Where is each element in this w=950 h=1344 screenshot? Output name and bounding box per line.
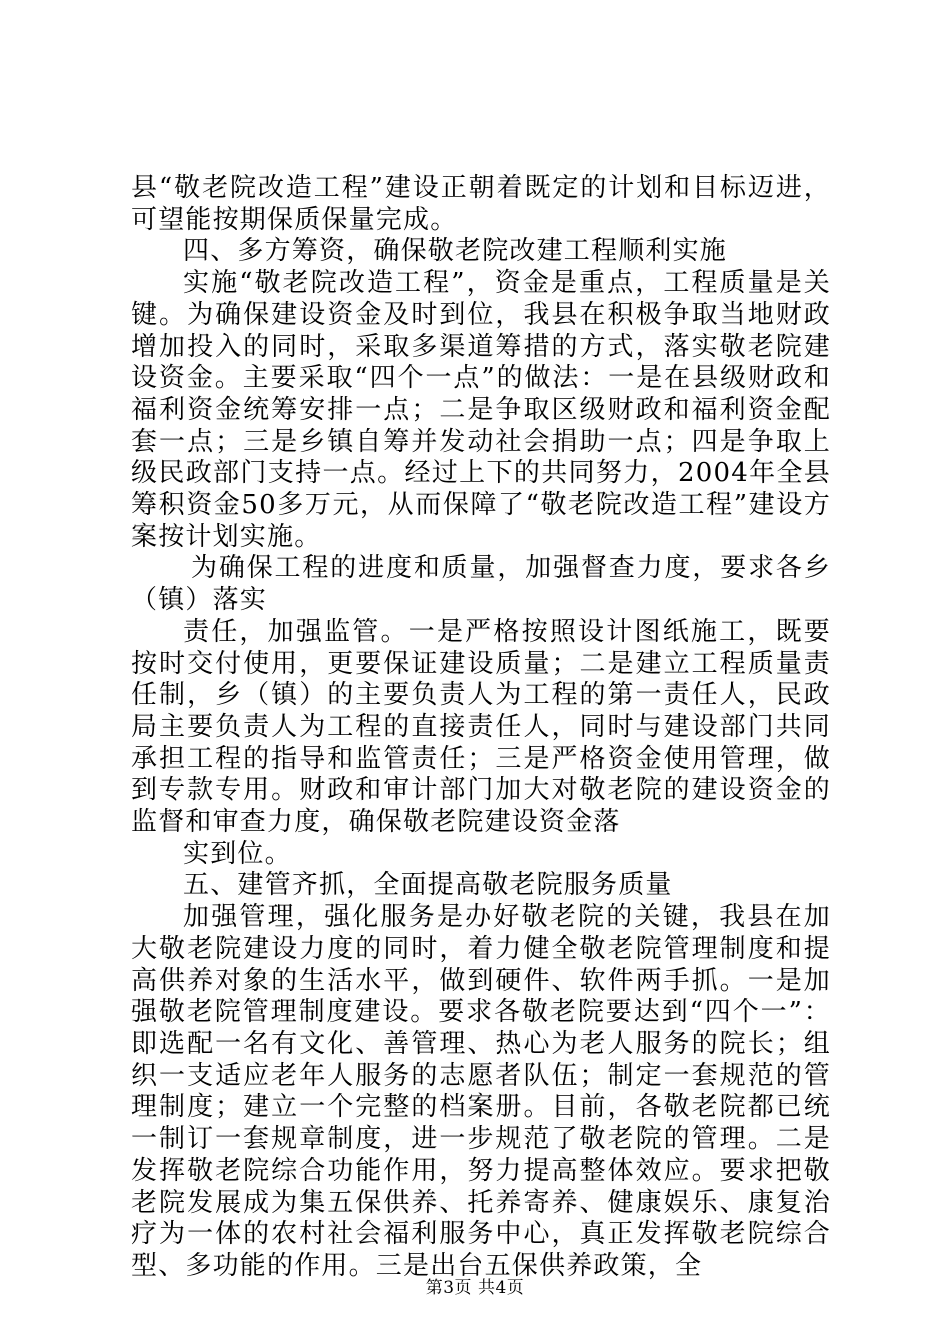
- section-heading-5: 五、建管齐抓，全面提高敬老院服务质量: [183, 870, 673, 901]
- page-footer: 第3页 共4页: [425, 1278, 525, 1298]
- section-heading-4: 四、多方筹资，确保敬老院改建工程顺利实施: [183, 236, 728, 267]
- document-body: [131, 173, 831, 1283]
- paragraph-quality-intro: 为确保工程的进度和质量，加强督查力度，要求各乡（镇）落实: [131, 553, 831, 616]
- paragraph-continuation: 县“敬老院改造工程”建设正朝着既定的计划和目标迈进，可望能按期保质保量完成。: [131, 173, 831, 235]
- paragraph-responsibility: 责任，加强监管。一是严格按照设计图纸施工，既要按时交付使用，更要保证建设质量；二是建立工程质量责任制，乡（镇）的主要负责人为工程的第一责任人，民政局主要负责人为工程的直接责任人，同时与建设部门共同承担工程的指导和监管责任；三是严格资金使用管理，做到专款专用。财政和审计部门加大对敬老院的建设资金的监督和审查力度，确保敬老院建设资金落: [131, 616, 831, 838]
- paragraph-fragment: 实到位。: [183, 838, 292, 869]
- paragraph-management: 加强管理，强化服务是办好敬老院的关键，我县在加大敬老院建设力度的同时，着力健全敬老院管理制度和提高供养对象的生活水平，做到硬件、软件两手抓。一是加强敬老院管理制度建设。要求各敬老院要达到“四个一”：即选配一名有文化、善管理、热心为老人服务的院长；组织一支适应老年人服务的志愿者队伍；制定一套规范的管理制度；建立一个完整的档案册。目前，各敬老院都已统一制订一套规章制度，进一步规范了敬老院的管理。二是发挥敬老院综合功能作用，努力提高整体效应。要求把敬老院发展成为集五保供养、托养寄养、健康娱乐、康复治疗为一体的农村社会福利服务中心，真正发挥敬老院综合型、多功能的作用。三是出台五保供养政策，全: [131, 902, 831, 1281]
- paragraph-funding: 实施“敬老院改造工程”，资金是重点，工程质量是关键。为确保建设资金及时到位，我县在积极争取当地财政增加投入的同时，采取多渠道筹措的方式，落实敬老院建设资金。主要采取“四个一点”的做法：一是在县级财政和福利资金统筹安排一点；二是争取区级财政和福利资金配套一点；三是乡镇自筹并发动社会捐助一点；四是争取上级民政部门支持一点。经过上下的共同努力，2004年全县筹积资金50多万元，从而保障了“敬老院改造工程”建设方案按计划实施。: [131, 268, 831, 552]
